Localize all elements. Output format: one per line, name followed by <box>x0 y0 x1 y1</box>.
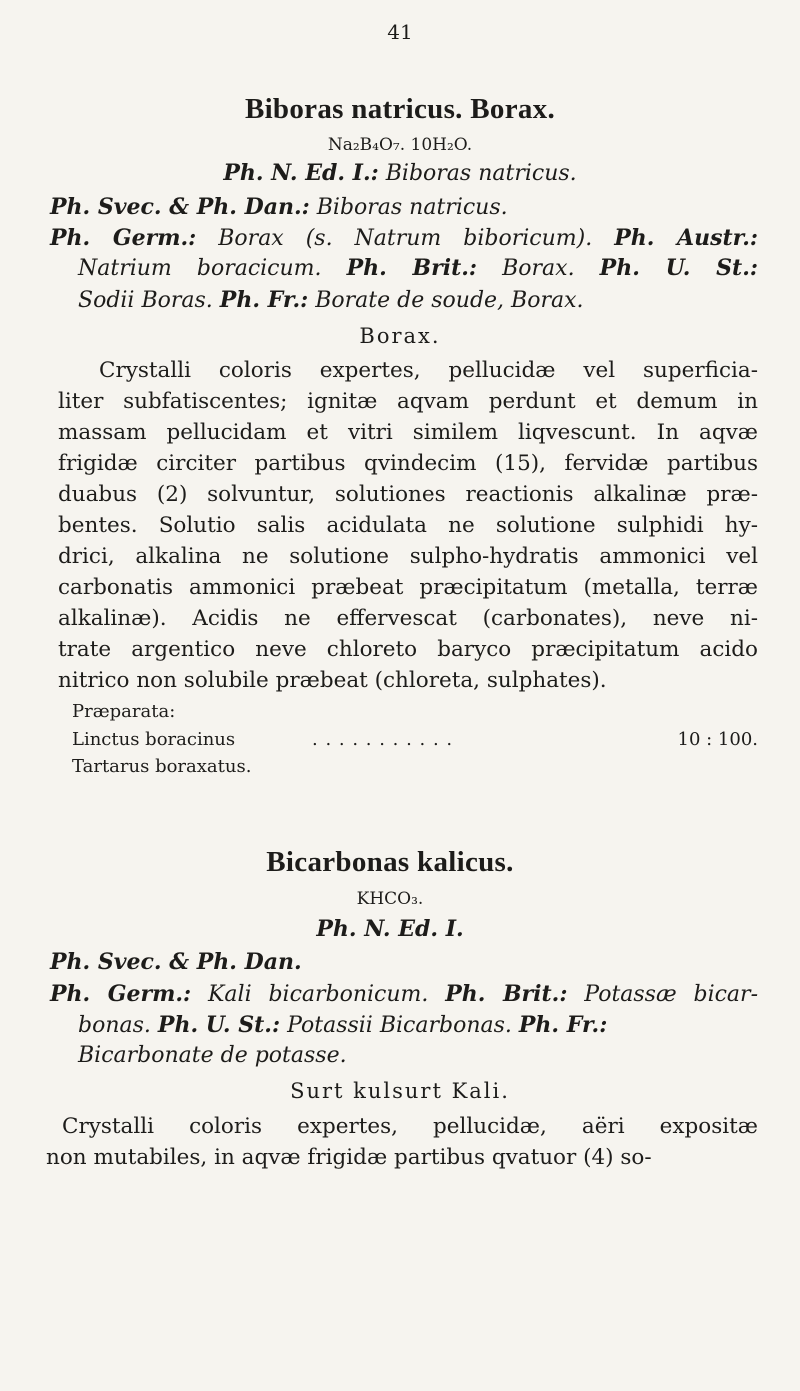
drug-name: Sodii Boras. <box>78 288 213 313</box>
pharmacopoeia-line <box>0 162 800 185</box>
drug-name: Potassii Bicarbonas. <box>287 1013 512 1038</box>
description-line: duabus (2) solvuntur, solutiones reactionis alkalinæ præ- <box>58 482 758 507</box>
pharmacopoeia-label: Ph. Fr.: <box>219 287 309 313</box>
description-line: trate argentico neve chloreto baryco præcipitatum acido <box>58 637 758 662</box>
drug-name: Borate de soude, Borax. <box>315 288 584 313</box>
pharmacopoeia-line <box>50 983 758 1006</box>
drug-name: Borax (s. Natrum biboricum). <box>218 226 593 251</box>
description-line: massam pellucidam et vitri similem liqvescunt. In aqvæ <box>58 420 758 445</box>
common-name-surt-kulsurt-kali: Surt kulsurt Kali. <box>290 1079 510 1103</box>
description-line: drici, alkalina ne solutione sulpho-hydratis ammonici vel <box>58 544 758 569</box>
pharmacopoeia-line <box>78 289 583 312</box>
pharmacopoeia-label: Ph. Svec. & Ph. Dan.: <box>50 194 310 220</box>
pharmacopoeia-line <box>78 1045 347 1067</box>
drug-name: Bicarbonate de potasse. <box>78 1043 347 1068</box>
description-line: non mutabiles, in aqvæ frigidæ partibus qvatuor (4) so- <box>46 1145 652 1170</box>
description-line: Crystalli coloris expertes, pellucidæ vel superficia- <box>99 358 758 383</box>
pharmacopoeia-line <box>50 196 508 219</box>
description-line: carbonatis ammonici præbeat præcipitatum (metalla, terræ <box>58 575 758 600</box>
drug-name: Potassæ bicar- <box>584 982 758 1007</box>
pharmacopoeia-line <box>0 918 790 941</box>
description-line: alkalinæ). Acidis ne effervescat (carbonates), neve ni- <box>58 606 758 631</box>
section-title-biboras: Biboras natricus. Borax. <box>244 93 556 125</box>
pharmacopoeia-label: Ph. Brit.: <box>346 255 478 281</box>
pharmacopoeia-label: Ph. U. St.: <box>599 255 758 281</box>
pharmacopoeia-label: Ph. N. Ed. I. <box>316 916 464 942</box>
pharmacopoeia-label: Ph. U. St.: <box>157 1012 281 1038</box>
pharmacopoeia-line <box>50 227 758 250</box>
chemical-formula-borax: Na₂B₄O₇. 10H₂O. <box>327 135 473 155</box>
drug-name: Kali bicarbonicum. <box>207 982 429 1007</box>
pharmacopoeia-label: Ph. Svec. & Ph. Dan. <box>50 949 302 975</box>
description-line: Crystalli coloris expertes, pellucidæ, aëri expositæ <box>62 1114 758 1139</box>
pharmacopoeia-label: Ph. Austr.: <box>614 225 758 251</box>
pharmacopoeia-line <box>50 951 302 974</box>
common-name-borax: Borax. <box>359 324 441 348</box>
pharmacopoeia-line <box>78 1014 607 1037</box>
pharmacopoeia-label: Ph. Germ.: <box>50 981 192 1007</box>
pharmacopoeia-label: Ph. Brit.: <box>445 981 568 1007</box>
pharmacopoeia-line <box>78 257 758 280</box>
drug-name: bonas. <box>78 1013 151 1038</box>
preparata-label: Præparata: <box>72 701 176 722</box>
pharmacopoeia-label: Ph. N. Ed. I.: <box>223 160 379 186</box>
preparata-item <box>72 731 758 749</box>
drug-name: Natrium boracicum. <box>78 256 322 281</box>
drug-name: Biboras natricus. <box>316 195 508 220</box>
chemical-formula-khco3: KHCO₃. <box>356 889 424 909</box>
leader-dots: . . . . . . . . . . . <box>312 729 454 750</box>
pharmacopoeia-label: Ph. Germ.: <box>50 225 197 251</box>
preparata-name: Linctus boracinus <box>72 729 236 750</box>
section-title-bicarbonas: Bicarbonas kalicus. <box>266 846 514 878</box>
preparata-ratio: 10 : 100. <box>677 729 758 750</box>
description-line: frigidæ circiter partibus qvindecim (15), fervidæ partibus <box>58 451 758 476</box>
description-line: liter subfatiscentes; ignitæ aqvam perdunt et demum in <box>58 389 758 414</box>
page-number: 41 <box>387 20 413 44</box>
pharmacopoeia-label: Ph. Fr.: <box>518 1012 608 1038</box>
description-line: bentes. Solutio salis acidulata ne solutione sulphidi hy- <box>58 513 758 538</box>
preparata-item <box>72 758 251 776</box>
drug-name: Biboras natricus. <box>385 161 577 186</box>
description-line: nitrico non solubile præbeat (chloreta, sulphates). <box>58 668 607 693</box>
preparata-name: Tartarus boraxatus. <box>72 756 252 777</box>
drug-name: Borax. <box>502 256 575 281</box>
